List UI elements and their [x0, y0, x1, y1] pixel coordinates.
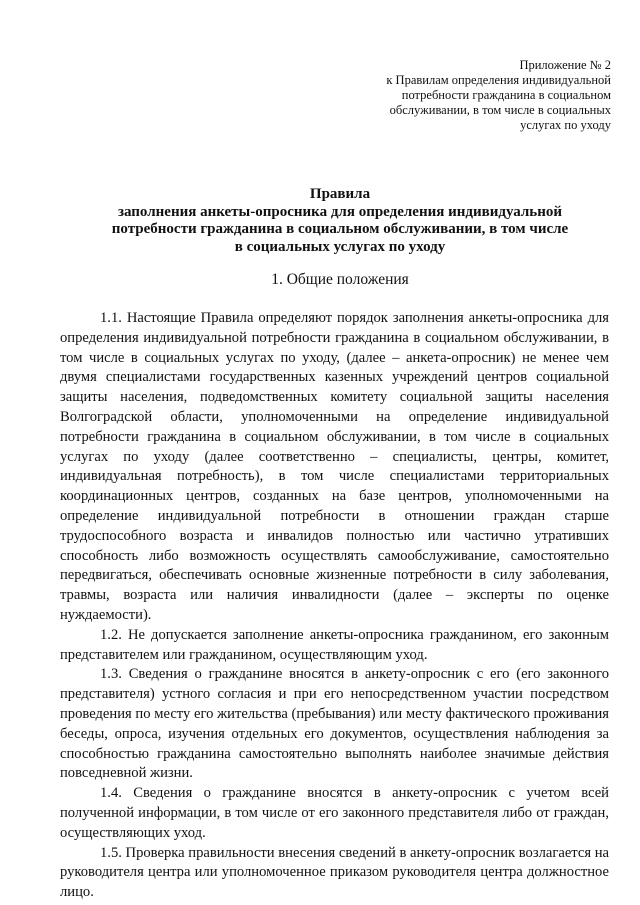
- paragraph-1-3: 1.3. Сведения о гражданине вносятся в анкету-опросник с его (его законного представителя) устного согласия и при его непосредственном участии посредством проведения по месту его жительства (пребывания) или месту фактического проживания беседы, опроса, изучения отдельных его документов, осуществления наблюдения за способностью гражданина самостоятельно выполнять наиболее значимые действия повседневной жизни.: [60, 666, 609, 782]
- appendix-line: услугах по уходу: [520, 118, 611, 132]
- section-heading: 1. Общие положения: [271, 271, 409, 288]
- appendix-line: потребности гражданина в социальном: [401, 88, 611, 102]
- document-body: [60, 309, 609, 903]
- title-line: заполнения анкеты-опросника для определения индивидуальной: [117, 203, 563, 220]
- appendix-line: обслуживании, в том числе в социальных: [389, 103, 611, 117]
- title-line: потребности гражданина в социальном обслуживании, в том числе: [111, 221, 569, 237]
- title-line: в социальных услугах по уходу: [234, 238, 446, 255]
- appendix-note: [351, 58, 611, 133]
- appendix-line: к Правилам определения индивидуальной: [386, 73, 611, 87]
- paragraph-1-4: 1.4. Сведения о гражданине вносятся в анкету-опросник с учетом всей полученной информации, в том числе от его законного представителя либо от граждан, осуществляющих уход.: [60, 785, 609, 841]
- paragraph-1-5: 1.5. Проверка правильности внесения сведений в анкету-опросник возлагается на руководителя центра или уполномоченное приказом руководителя центра должностное лицо.: [60, 844, 609, 901]
- document-title: [60, 186, 620, 256]
- appendix-line: Приложение № 2: [519, 58, 611, 72]
- paragraph-1-2: 1.2. Не допускается заполнение анкеты-опросника гражданином, его законным представителем или гражданином, осуществляющим уход.: [60, 626, 609, 663]
- title-line: Правила: [309, 186, 371, 202]
- paragraph-1-1: 1.1. Настоящие Правила определяют порядок заполнения анкеты-опросника для определения индивидуальной потребности гражданина в социальном обслуживании, в том числе в социальных услугах по уходу, (далее – анкета-опросник) не менее чем двумя специалистами государственных казенных учреждений центров социальной защиты населения, подведомственных комитету социальной защиты населения Волгоградской области, уполномоченными на определение индивидуальной потребности гражданина в социальном обслуживании, в том числе в социальных услугах по уходу (далее соответственно – специалисты, центры, комитет, индивидуальная потребность), в том числе специалистами территориальных координационных центров, созданных на базе центров, уполномоченными на определение индивидуальной потребности в отношении граждан старше трудоспособного возраста и инвалидов полностью или частично утративших способность либо возможность осуществлять самообслуживание, самостоятельно передвигаться, обеспечивать основные жизненные потребности в силу заболевания, травмы, возраста или наличия инвалидности (далее – эксперты по оценке нуждаемости).: [60, 310, 609, 623]
